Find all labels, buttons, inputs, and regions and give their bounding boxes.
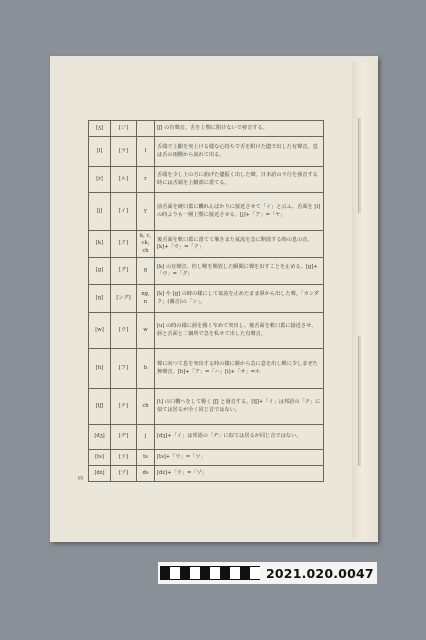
kana-reading: [ル] <box>111 167 137 193</box>
binding-thread-upper <box>358 118 361 213</box>
roman-spelling <box>137 121 155 137</box>
table-row <box>89 121 324 137</box>
scale-bar <box>160 566 260 580</box>
table-row <box>89 389 324 425</box>
ipa-symbol: [dz] <box>89 466 111 482</box>
roman-spelling: g <box>137 258 155 285</box>
kana-reading: [ング] <box>111 285 137 313</box>
ipa-symbol: [tʃ] <box>89 389 111 425</box>
book-spine-binding <box>352 62 378 538</box>
pronunciation-description: [ts]+「ウ」=「ツ」 <box>155 450 324 466</box>
pronunciation-description: [u] の時の樣に唇を圓く窄めて突出し、後舌面を軟口蓋に接近させ、唇と舌面と二個所で急を私せて出した有聲音。 <box>155 313 324 349</box>
pronunciation-description: 舌端で上齦を突上ける樣な心持ちで舌を附けた儘で出した有聲音。息は舌の兩側から流れて出る。 <box>155 137 324 167</box>
pronunciation-description: 後舌面を軟口蓋に當てて堰きまた氣流を急に開放する時の息の音。[k]+「ウ」=「ク」 <box>155 231 324 258</box>
ipa-symbol: [j] <box>89 193 111 231</box>
table-row <box>89 193 324 231</box>
pronunciation-description: [ʃ] の有聲音。舌を上顎に附けないで發音する。 <box>155 121 324 137</box>
kana-reading: [フ] <box>111 349 137 389</box>
ipa-symbol: [ʒ] <box>89 121 111 137</box>
ipa-symbol: [ŋ] <box>89 285 111 313</box>
binding-thread-lower <box>358 336 361 466</box>
table-row <box>89 167 324 193</box>
roman-spelling: ds <box>137 466 155 482</box>
table-row <box>89 258 324 285</box>
pronunciation-description: 前舌面を硬口蓋に觸れんばかりに接近させて「イ」と云ふ。舌面を [i] の時よりも一層上顎に接近させる。[j]+「ア」=「ヤ」 <box>155 193 324 231</box>
table-row <box>89 285 324 313</box>
kana-reading: [ヂ] <box>111 425 137 450</box>
table-row <box>89 466 324 482</box>
roman-spelling: j <box>137 425 155 450</box>
ipa-symbol: [k] <box>89 231 111 258</box>
ipa-symbol: [h] <box>89 349 111 389</box>
roman-spelling: h <box>137 349 155 389</box>
roman-spelling: k, c, ck, ch <box>137 231 155 258</box>
accession-label <box>158 562 377 584</box>
ipa-symbol: [dʒ] <box>89 425 111 450</box>
roman-spelling: l <box>137 137 155 167</box>
pronunciation-description: [dʒ]+「イ」は邦語の「ヂ」に似ては居るが同じ音ではない。 <box>155 425 324 450</box>
kana-reading: [ウ] <box>111 313 137 349</box>
table-row <box>89 313 324 349</box>
kana-reading: [ジ] <box>111 121 137 137</box>
roman-spelling: ch <box>137 389 155 425</box>
roman-spelling: r <box>137 167 155 193</box>
kana-reading: [ツ] <box>111 450 137 466</box>
page-number: 四 <box>78 476 84 482</box>
table-row <box>89 425 324 450</box>
ipa-symbol: [l] <box>89 137 111 167</box>
kana-reading: [イ] <box>111 193 137 231</box>
table-row <box>89 349 324 389</box>
table-row <box>89 231 324 258</box>
kana-reading: [チ] <box>111 389 137 425</box>
ipa-symbol: [w] <box>89 313 111 349</box>
kana-reading: [ヅ] <box>111 466 137 482</box>
pronunciation-description: [k] や [g] の時の樣にして氣流を止めたまま鼻から出した聲。「カンダク」(濁音)の「ン」。 <box>155 285 324 313</box>
pronunciation-description: 聲に向つて息を突出する時の樣に勝から急に息を出し喉に少しまぜた無聲音。[h]+「ア」=「ハ」[i]+「オ」=ホ <box>155 349 324 389</box>
pronunciation-description: 舌端を少し上の方に曲げた儘振く出した聲。日本語のラ行を發音する時には舌端を上齦部に當てる。 <box>155 167 324 193</box>
ipa-symbol: [r] <box>89 167 111 193</box>
roman-spelling: ng, n <box>137 285 155 313</box>
ipa-symbol: [ts] <box>89 450 111 466</box>
roman-spelling: ts <box>137 450 155 466</box>
pronunciation-description: [k] の有聲音。但し喉を開放した瞬間に聲を出すことを止める。[g]+「ウ」=「グ」 <box>155 258 324 285</box>
kana-reading: [ラ] <box>111 137 137 167</box>
accession-number: 2021.020.0047 <box>266 565 374 581</box>
table-row <box>89 137 324 167</box>
roman-spelling: y <box>137 193 155 231</box>
phonetic-table <box>88 120 324 482</box>
kana-reading: [ク] <box>111 231 137 258</box>
kana-reading: [グ] <box>111 258 137 285</box>
roman-spelling: w <box>137 313 155 349</box>
table-row <box>89 450 324 466</box>
ipa-symbol: [g] <box>89 258 111 285</box>
pronunciation-description: [t] の口構へをして輕く [ʃ] と發音する。[tʃ]+「イ」は邦語の「チ」に似ては居るが全く同じ音ではない。 <box>155 389 324 425</box>
pronunciation-description: [dz]+「ウ」=「ヅ」 <box>155 466 324 482</box>
